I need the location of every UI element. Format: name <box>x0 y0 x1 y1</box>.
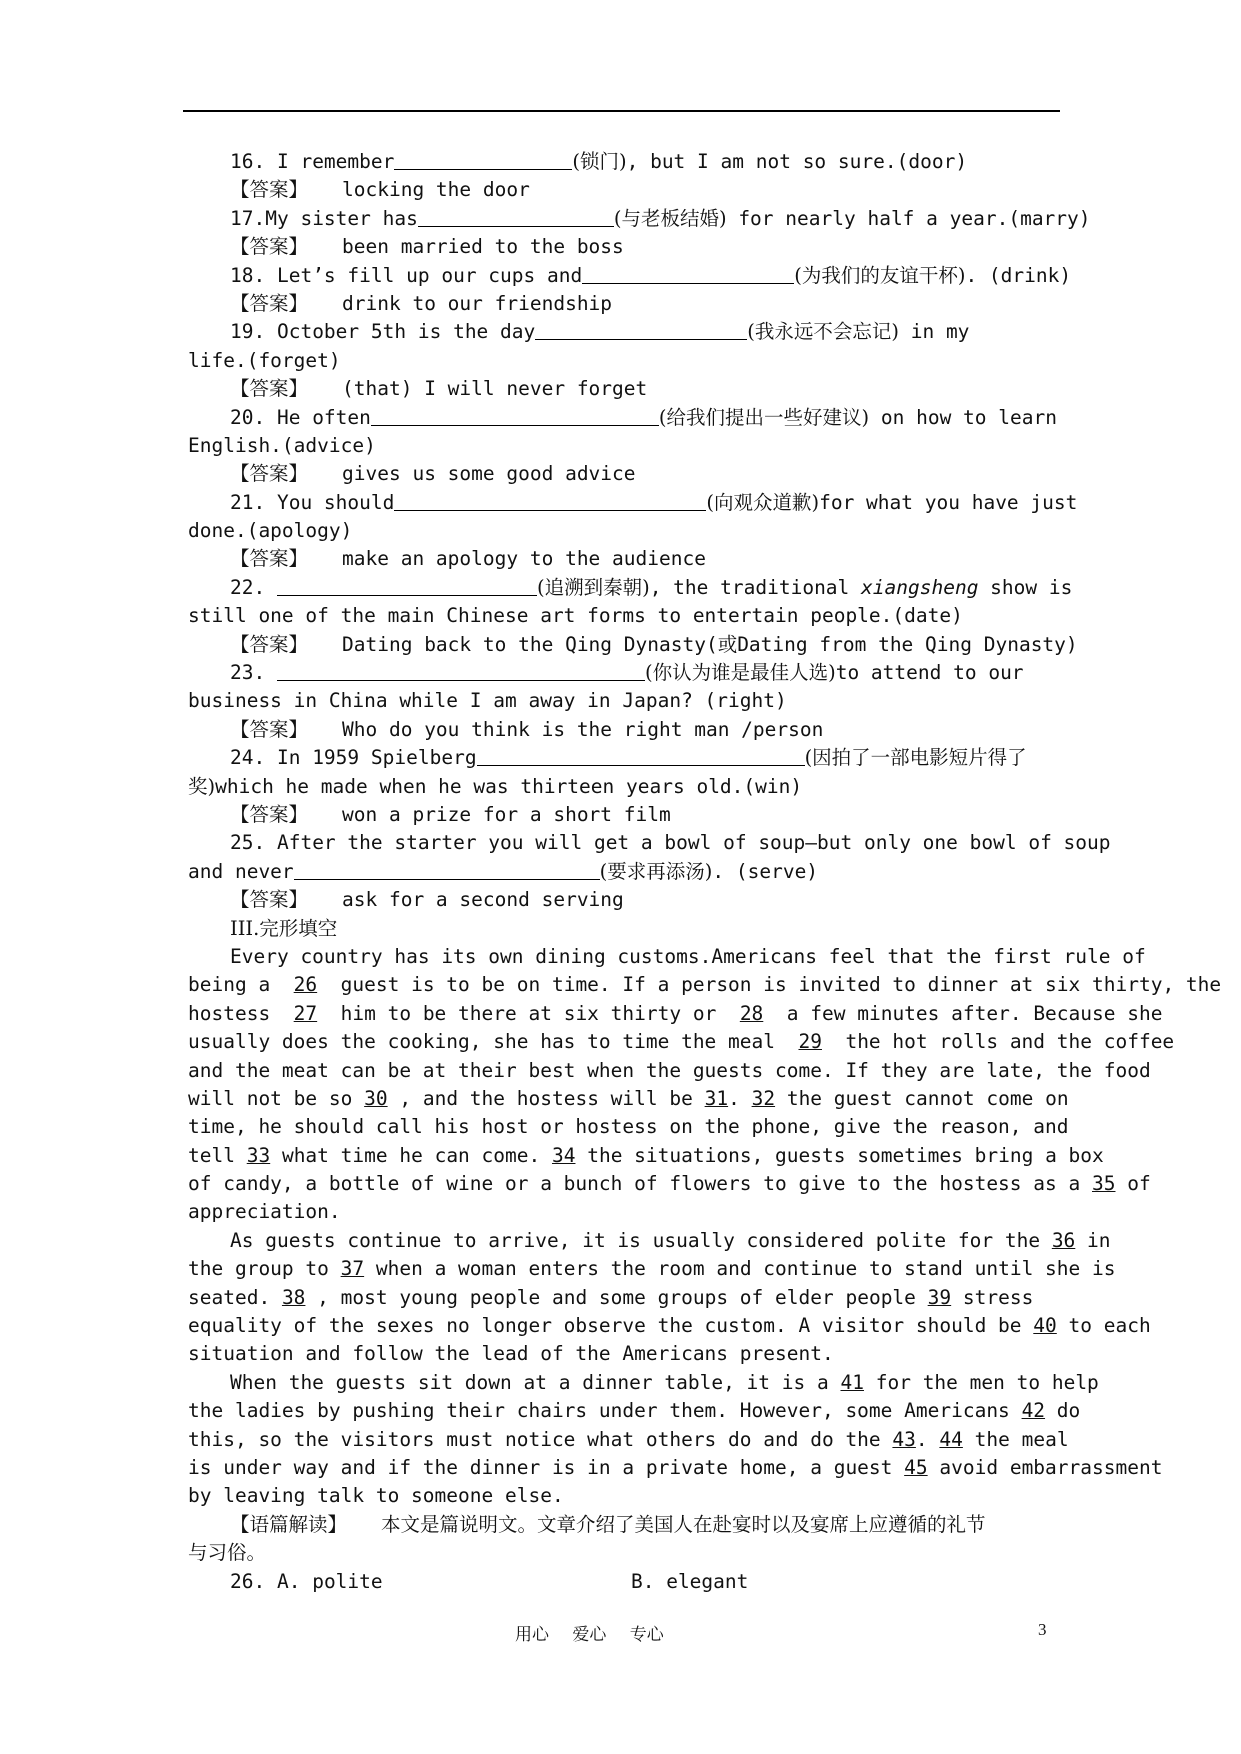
answer-25: 【答案】 ask for a second serving <box>230 888 624 912</box>
question-25-cont: and never (要求再添汤). (serve) <box>188 859 819 883</box>
passage-line: seated. 38 , most young people and some groups of elder people 39 stress <box>188 1285 1034 1309</box>
question-20-cont: English.(advice) <box>188 433 376 457</box>
passage-line: time, he should call his host or hostess on the phone, give the reason, and <box>188 1115 1069 1139</box>
passage-line: being a 26 guest is to be on time. If a person is invited to dinner at six thirty, the <box>188 973 1222 997</box>
answer-17: 【答案】 been married to the boss <box>230 235 624 259</box>
question-19: 19. October 5th is the day (我永远不会忘记) in my <box>230 320 970 344</box>
blank-20 <box>371 405 659 426</box>
passage-line: As guests continue to arrive, it is usually considered polite for the 36 in <box>230 1228 1111 1252</box>
question-24-cont: 奖)which he made when he was thirteen years old.(win) <box>188 774 803 798</box>
passage-line: and the meat can be at their best when the guests come. If they are late, the food <box>188 1058 1151 1082</box>
passage-line: hostess 27 him to be there at six thirty or 28 a few minutes after. Because she <box>188 1001 1163 1025</box>
passage-line: is under way and if the dinner is in a private home, a guest 45 avoid embarrassment <box>188 1455 1163 1479</box>
answer-21: 【答案】 make an apology to the audience <box>230 547 706 571</box>
question-17: 17.My sister has (与老板结婚) for nearly half a year.(marry) <box>230 206 1091 230</box>
answer-24: 【答案】 won a prize for a short film <box>230 802 671 826</box>
passage-line: Every country has its own dining customs.Americans feel that the first rule of <box>230 944 1146 968</box>
header-rule <box>183 110 1060 112</box>
passage-line: usually does the cooking, she has to time the meal 29 the hot rolls and the coffee <box>188 1030 1175 1054</box>
passage-line: appreciation. <box>188 1200 341 1224</box>
footer-motto: 用心 爱心 专心 <box>515 1625 664 1645</box>
question-20: 20. He often (给我们提出一些好建议) on how to learn <box>230 405 1057 429</box>
passage-line: by leaving talk to someone else. <box>188 1484 564 1508</box>
blank-25 <box>294 859 600 880</box>
blank-18 <box>582 263 794 284</box>
question-19-cont: life.(forget) <box>188 348 341 372</box>
question-23-cont: business in China while I am away in Japan? (right) <box>188 689 787 713</box>
passage-line: When the guests sit down at a dinner table, it is a 41 for the men to help <box>230 1370 1099 1394</box>
answer-23: 【答案】 Who do you think is the right man /person <box>230 717 824 741</box>
answer-20: 【答案】 gives us some good advice <box>230 462 636 486</box>
passage-line: will not be so 30 , and the hostess will be 31. 32 the guest cannot come on <box>188 1086 1069 1110</box>
question-16: 16. I remember (锁门), but I am not so sure.(door) <box>230 150 968 173</box>
question-21-cont: done.(apology) <box>188 519 353 543</box>
question-26: 26. A. polite B. elegant <box>230 1569 749 1593</box>
answer-16: 【答案】 locking the door <box>230 178 530 202</box>
blank-24 <box>477 745 805 766</box>
answer-22: 【答案】 Dating back to the Qing Dynasty(或Dating from the Qing Dynasty) <box>230 632 1078 656</box>
blank-16 <box>394 149 572 170</box>
blank-21 <box>394 490 706 511</box>
question-23: 23. (你认为谁是最佳人选)to attend to our <box>230 661 1024 685</box>
answer-18: 【答案】 drink to our friendship <box>230 291 613 315</box>
passage-line: equality of the sexes no longer observe the custom. A visitor should be 40 to each <box>188 1314 1151 1338</box>
passage-line: the group to 37 when a woman enters the room and continue to stand until she is <box>188 1257 1116 1281</box>
blank-17 <box>418 206 614 227</box>
passage-line: of candy, a bottle of wine or a bunch of flowers to give to the hostess as a 35 of <box>188 1172 1151 1196</box>
blank-22 <box>277 575 537 596</box>
document-body <box>188 148 1222 1596</box>
question-22-cont: still one of the main Chinese art forms to entertain people.(date) <box>188 604 963 628</box>
answer-19: 【答案】 (that) I will never forget <box>230 377 648 401</box>
question-18: 18. Let’s fill up our cups and (为我们的友谊干杯). (drink) <box>230 263 1072 287</box>
analysis: 【语篇解读】 本文是篇说明文。文章介绍了美国人在赴宴时以及宴席上应遵循的礼节 <box>230 1512 986 1536</box>
page-number: 3 <box>1038 1620 1047 1639</box>
passage-line: the ladies by pushing their chairs under them. However, some Americans 42 do <box>188 1399 1081 1423</box>
passage-line: this, so the visitors must notice what others do and do the 43. 44 the meal <box>188 1427 1069 1451</box>
analysis-cont: 与习俗。 <box>188 1541 267 1565</box>
question-25: 25. After the starter you will get a bowl of soup—but only one bowl of soup <box>230 831 1111 855</box>
question-24: 24. In 1959 Spielberg (因拍了一部电影短片得了 <box>230 746 1027 770</box>
passage-line: tell 33 what time he can come. 34 the situations, guests sometimes bring a box <box>188 1143 1104 1167</box>
section-heading: III.完形填空 <box>230 916 338 940</box>
question-21: 21. You should (向观众道歉)for what you have just <box>230 490 1078 514</box>
passage-line: situation and follow the lead of the Americans present. <box>188 1342 834 1366</box>
question-22: 22. (追溯到秦朝), the traditional xiangsheng show is <box>230 575 1073 599</box>
blank-23 <box>277 660 645 681</box>
blank-19 <box>535 319 747 340</box>
